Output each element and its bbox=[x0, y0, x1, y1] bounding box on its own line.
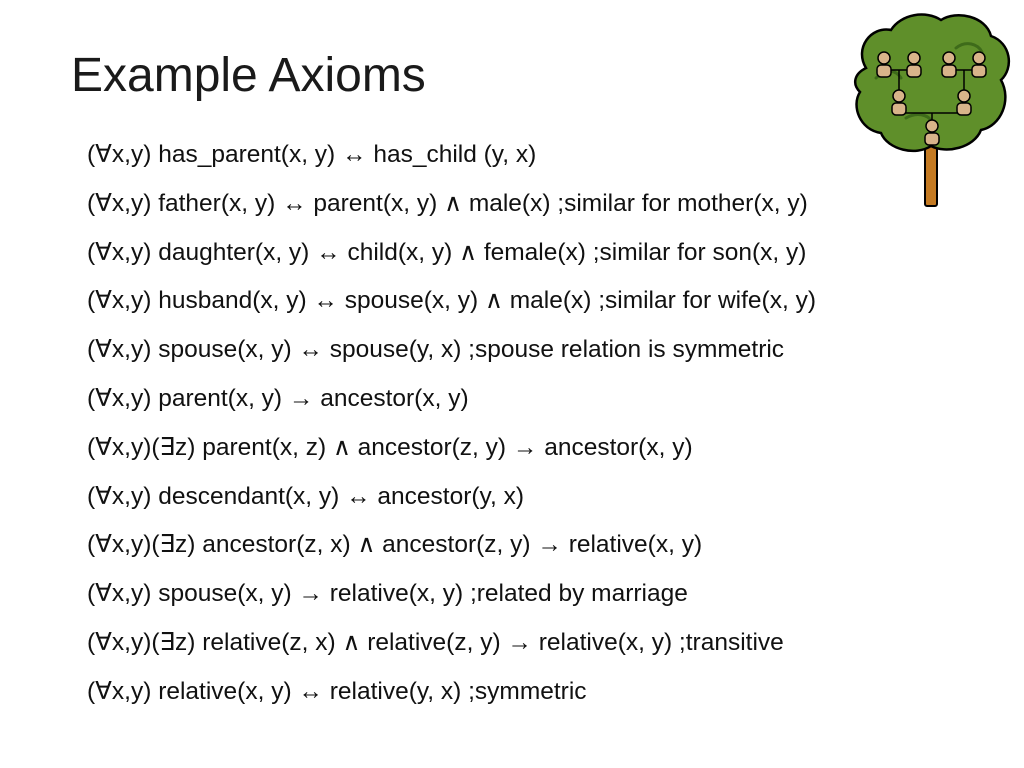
axiom-line-5: (∀x,y) spouse(x, y) ↔ spouse(y, x) ;spouse relation is symmetric bbox=[87, 336, 785, 364]
slide-title: Example Axioms bbox=[71, 49, 426, 102]
axiom-line-1: (∀x,y) has_parent(x, y) ↔ has_child (y, x) bbox=[87, 141, 537, 168]
axiom-line-11: (∀x,y)(∃z) relative(z, x) ∧ relative(z, y) → relative(x, y) ;transitive bbox=[87, 628, 784, 656]
axiom-line-2: (∀x,y) father(x, y) ↔ parent(x, y) ∧ male(x) ;similar for mother(x, y) bbox=[87, 189, 808, 217]
axiom-list bbox=[87, 134, 816, 720]
axiom-line-9: (∀x,y)(∃z) ancestor(z, x) ∧ ancestor(z, y) → relative(x, y) bbox=[87, 531, 703, 559]
axiom-line-3: (∀x,y) daughter(x, y) ↔ child(x, y) ∧ female(x) ;similar for son(x, y) bbox=[87, 238, 807, 266]
axiom-line-10: (∀x,y) spouse(x, y) → relative(x, y) ;related by marriage bbox=[87, 580, 688, 608]
axiom-line-4: (∀x,y) husband(x, y) ↔ spouse(x, y) ∧ male(x) ;similar for wife(x, y) bbox=[87, 287, 816, 315]
axiom-line-12: (∀x,y) relative(x, y) ↔ relative(y, x) ;symmetric bbox=[87, 677, 587, 705]
family-tree-icon bbox=[846, 8, 1016, 208]
axiom-line-8: (∀x,y) descendant(x, y) ↔ ancestor(y, x) bbox=[87, 482, 525, 510]
axiom-line-7: (∀x,y)(∃z) parent(x, z) ∧ ancestor(z, y) → ancestor(x, y) bbox=[87, 433, 693, 461]
axiom-line-6: (∀x,y) parent(x, y) → ancestor(x, y) bbox=[87, 384, 469, 412]
